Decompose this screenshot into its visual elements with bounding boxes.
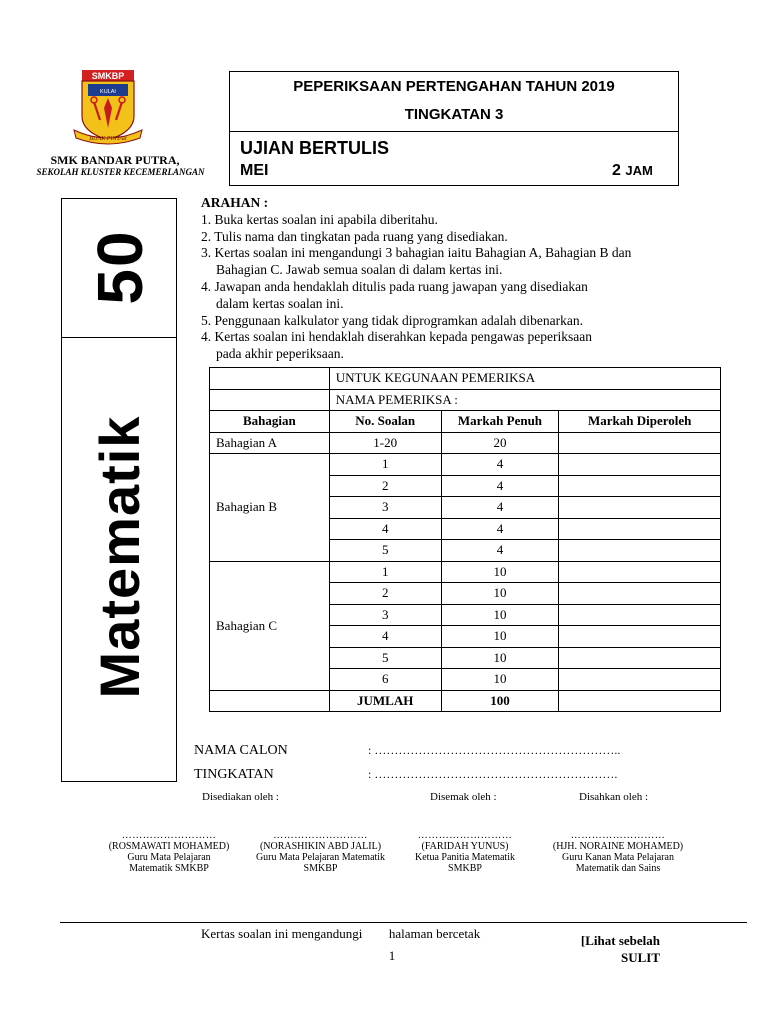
paper-code: 50 [84, 229, 156, 305]
examiner-table [209, 367, 721, 712]
instruction-line: 5. Penggunaan kalkulator yang tidak diprogramkan adalah dibenarkan. [201, 312, 584, 328]
candidate-name-field[interactable]: : …………………………………………………….. [368, 743, 621, 757]
signer-role: Guru Mata Pelajaran [127, 852, 211, 863]
exam-duration [612, 162, 653, 180]
page-count-text: Kertas soalan ini mengandungi [201, 926, 363, 941]
signature-line: ……………………… [273, 830, 368, 841]
marks-obtained-cell[interactable] [559, 604, 721, 626]
column-header: No. Soalan [329, 411, 441, 433]
question-number: 1 [329, 454, 441, 476]
instruction-line: 1. Buka kertas soalan ini apabila diberitahu. [201, 211, 438, 227]
instruction-line: Bahagian C. Jawab semua soalan di dalam kertas ini. [216, 262, 503, 278]
full-marks: 20 [441, 432, 559, 454]
total-label: JUMLAH [329, 690, 441, 712]
question-number: 4 [329, 626, 441, 648]
section-name: Bahagian B [210, 454, 330, 562]
svg-text:BIJAK PINTAR: BIJAK PINTAR [89, 136, 127, 142]
table-row [210, 561, 721, 583]
instructions-title: ARAHAN : [201, 195, 269, 210]
question-number: 3 [329, 604, 441, 626]
question-number: 4 [329, 518, 441, 540]
instruction-line: pada akhir peperiksaan. [216, 346, 344, 362]
subject-name: Matematik [88, 415, 151, 699]
marks-obtained-cell[interactable] [559, 626, 721, 648]
instruction-line: dalam kertas soalan ini. [216, 295, 344, 311]
header-divider [230, 131, 678, 132]
question-number: 1-20 [329, 432, 441, 454]
instructions [201, 195, 721, 363]
table-cell [210, 389, 330, 411]
signature-block [395, 830, 535, 874]
signature-block [248, 830, 393, 874]
logo-text: SMKBP [91, 71, 125, 81]
prepared-by-label: Disediakan oleh : [202, 791, 279, 803]
exam-level: TINGKATAN 3 [404, 106, 504, 123]
full-marks: 10 [441, 647, 559, 669]
marks-obtained-cell[interactable] [559, 561, 721, 583]
svg-text:KULAI: KULAI [100, 89, 116, 95]
table-cell [210, 690, 330, 712]
marks-obtained-cell[interactable] [559, 454, 721, 476]
signature-block [99, 830, 239, 874]
subject-side-box [61, 198, 177, 782]
paper-type: UJIAN BERTULIS [240, 138, 390, 158]
section-name: Bahagian C [210, 561, 330, 690]
signature-line: ……………………… [570, 830, 666, 841]
marks-obtained-cell[interactable] [559, 583, 721, 605]
examiner-use-label: UNTUK KEGUNAAN PEMERIKSA [329, 368, 720, 390]
exam-title: PEPERIKSAAN PERTENGAHAN TAHUN 2019 [293, 78, 615, 95]
full-marks: 4 [441, 454, 559, 476]
marks-obtained-cell[interactable] [559, 669, 721, 691]
question-number: 2 [329, 583, 441, 605]
approved-by-label: Disahkan oleh : [579, 791, 649, 803]
signer-role: Guru Kanan Mata Pelajaran [562, 852, 674, 863]
signer-name: (HJH. NORAINE MOHAMED) [552, 841, 684, 852]
candidate-form-label: TINGKATAN [194, 767, 274, 782]
question-number: 6 [329, 669, 441, 691]
side-divider [62, 337, 176, 338]
question-number: 5 [329, 647, 441, 669]
full-marks: 10 [441, 561, 559, 583]
full-marks: 4 [441, 475, 559, 497]
table-row [210, 389, 721, 411]
signer-name: (NORASHIKIN ABD JALIL) [259, 841, 382, 852]
candidate-form-field[interactable]: : ……………………………………………………. [368, 767, 618, 781]
full-marks: 10 [441, 583, 559, 605]
marks-obtained-cell[interactable] [559, 540, 721, 562]
marks-obtained-cell[interactable] [559, 475, 721, 497]
classification-label: SULIT [620, 950, 660, 965]
page-count-text: halaman bercetak [388, 926, 481, 941]
signer-name: (ROSMAWATI MOHAMED) [108, 841, 230, 852]
footer-notes [565, 932, 660, 966]
instruction-line: 2. Tulis nama dan tingkatan pada ruang yang disediakan. [201, 228, 508, 244]
signer-role: SMKBP [303, 863, 338, 874]
marks-obtained-cell[interactable] [559, 518, 721, 540]
signer-role: Matematik dan Sains [575, 863, 661, 874]
school-tagline: SEKOLAH KLUSTER KECEMERLANGAN [36, 167, 205, 177]
total-value: 100 [441, 690, 559, 712]
signature-block [543, 830, 693, 874]
exam-header-box [229, 71, 679, 186]
signer-role: Ketua Panitia Matematik [415, 852, 515, 863]
table-cell [210, 368, 330, 390]
checked-by-label: Disemak oleh : [430, 791, 497, 803]
instruction-line: 4. Jawapan anda hendaklah ditulis pada ruang jawapan yang disediakan [201, 278, 588, 294]
duration-number: 2 [612, 162, 621, 179]
full-marks: 10 [441, 604, 559, 626]
signer-role: SMKBP [448, 863, 482, 874]
marks-obtained-cell[interactable] [559, 647, 721, 669]
question-number: 1 [329, 561, 441, 583]
page-count-note [201, 926, 480, 942]
question-number: 3 [329, 497, 441, 519]
full-marks: 10 [441, 669, 559, 691]
table-row [210, 368, 721, 390]
instruction-line: 3. Kertas soalan ini mengandungi 3 bahagian iaitu Bahagian A, Bahagian B dan [201, 245, 632, 261]
column-header: Markah Diperoleh [559, 411, 721, 433]
marks-obtained-cell[interactable] [559, 432, 721, 454]
full-marks: 4 [441, 540, 559, 562]
signature-line: ……………………… [121, 830, 217, 841]
instruction-line: 4. Kertas soalan ini hendaklah diserahkan kepada pengawas peperiksaan [201, 329, 592, 345]
column-header: Bahagian [210, 411, 330, 433]
column-header: Markah Penuh [441, 411, 559, 433]
table-row [210, 454, 721, 476]
signature-line: ……………………… [417, 830, 513, 841]
duration-unit: JAM [625, 163, 653, 178]
page-number: 1 [388, 948, 396, 963]
question-number: 2 [329, 475, 441, 497]
total-obtained-cell[interactable] [559, 690, 721, 712]
school-logo [68, 68, 148, 148]
signer-role: Guru Mata Pelajaran Matematik [255, 852, 386, 863]
school-name: SMK BANDAR PUTRA, [50, 153, 180, 167]
table-row [210, 432, 721, 454]
marks-obtained-cell[interactable] [559, 497, 721, 519]
full-marks: 4 [441, 497, 559, 519]
full-marks: 10 [441, 626, 559, 648]
table-header-row [210, 411, 721, 433]
section-name: Bahagian A [210, 432, 330, 454]
full-marks: 4 [441, 518, 559, 540]
footer-rule [60, 922, 747, 923]
signer-name: (FARIDAH YUNUS) [421, 841, 509, 852]
signer-role: Matematik SMKBP [129, 863, 209, 874]
turn-over-note: [Lihat sebelah [580, 933, 660, 948]
exam-month: MEI [240, 162, 269, 179]
question-number: 5 [329, 540, 441, 562]
examiner-name-label: NAMA PEMERIKSA : [329, 389, 720, 411]
candidate-name-label: NAMA CALON [194, 743, 288, 758]
table-total-row [210, 690, 721, 712]
